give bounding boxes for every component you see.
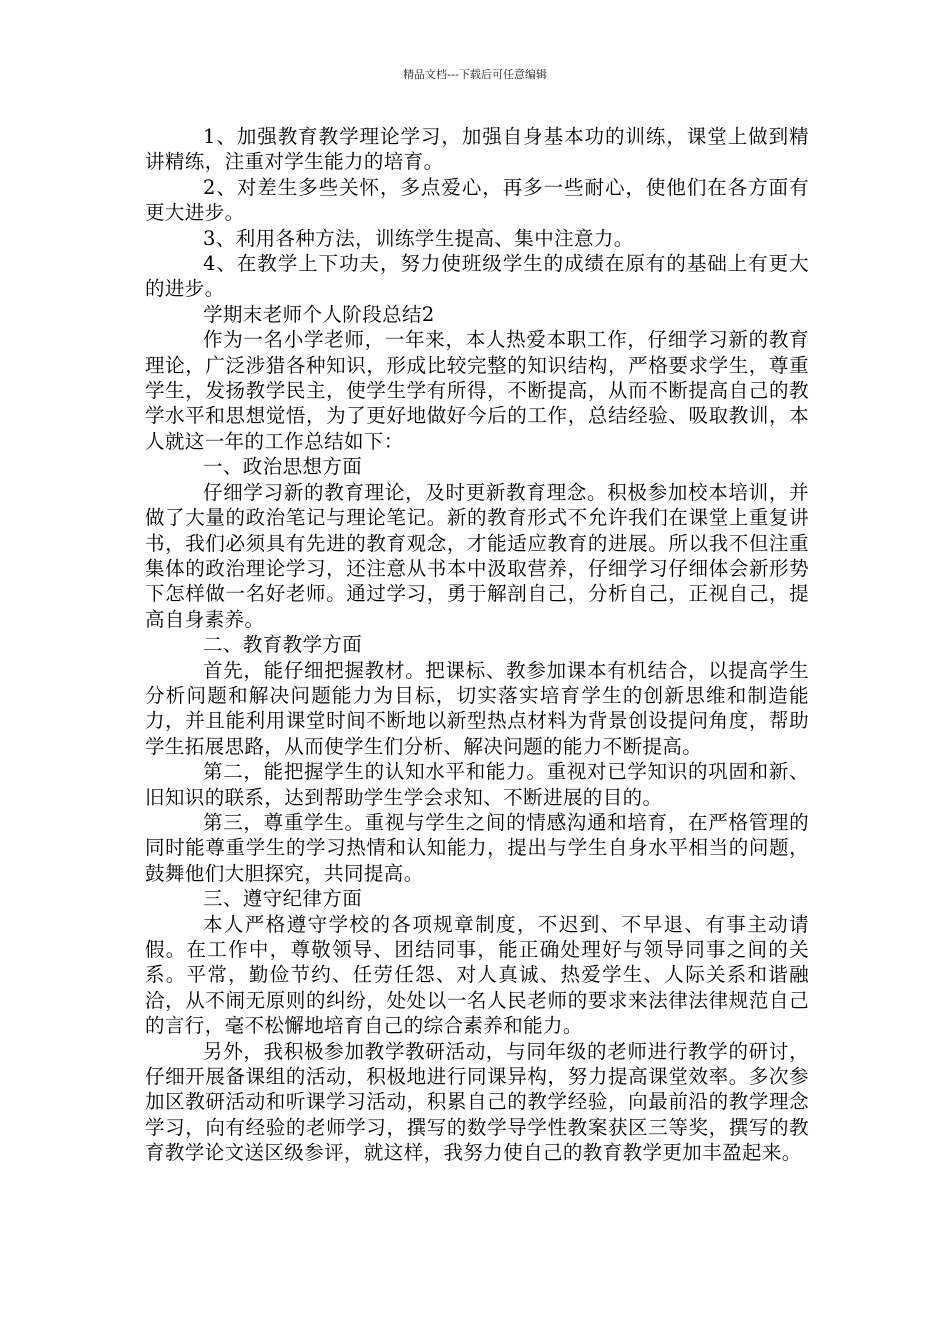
paragraph: 3、利用各种方法，训练学生提高、集中注意力。 <box>203 226 634 250</box>
paragraph: 4、在教学上下功夫，努力使班级学生的成绩在原有的基础上有更大的进步。 <box>145 252 809 301</box>
paragraph: 本人严格遵守学校的各项规章制度，不迟到、不早退、有事主动请假。在工作中，尊敬领导、团结同事，能正确处理好与领导同事之间的关系。平常，勤俭节约、任劳任怨、对人真诚、热爱学生、人际关系和谐融洽，从不闹无原则的纠纷，处处以一名人民老师的要求来法律法律规范自己的言行，毫不松懈地培育自己的综合素养和能力。 <box>145 912 809 1038</box>
paragraph: 另外，我积极参加教学教研活动，与同年级的老师进行教学的研讨，仔细开展备课组的活动，积极地进行同课异构，努力提高课堂效率。多次参加区教研活动和听课学习活动，积累自己的教学经验，向最前沿的教学理念学习，向有经验的老师学习，撰写的数学导学性教案获区三等奖，撰写的教育教学论文送区级参评，就这样，我努力使自己的教育教学更加丰盈起来。 <box>145 1039 809 1165</box>
paragraph: 1、加强教育教学理论学习，加强自身基本功的训练，课堂上做到精讲精练，注重对学生能力的培育。 <box>145 125 809 174</box>
paragraph: 首先，能仔细把握教材。把课标、教参加课本有机结合，以提高学生分析问题和解决问题能力为目标，切实落实培育学生的创新思维和制造能力，并且能利用课堂时间不断地以新型热点材料为背景创设提问角度，帮助学生拓展思路，从而使学生们分析、解决问题的能力不断提高。 <box>145 658 809 758</box>
section-heading: 三、遵守纪律方面 <box>203 887 363 911</box>
section-heading: 二、教育教学方面 <box>203 633 363 657</box>
paragraph: 第三，尊重学生。重视与学生之间的情感沟通和培育，在严格管理的同时能尊重学生的学习热情和认知能力，提出与学生自身水平相当的问题，鼓舞他们大胆探究，共同提高。 <box>145 810 809 885</box>
section-heading: 一、政治思想方面 <box>203 455 363 479</box>
document-body <box>145 124 809 1166</box>
section-title: 学期末老师个人阶段总结2 <box>203 302 435 326</box>
paragraph: 作为一名小学老师，一年来，本人热爱本职工作，仔细学习新的教育理论，广泛涉猎各种知识，形成比较完整的知识结构，严格要求学生，尊重学生，发扬教学民主，使学生学有所得，不断提高，从而不断提高自己的教学水平和思想觉悟，为了更好地做好今后的工作，总结经验、吸取教训，本人就这一年的工作总结如下： <box>145 328 809 453</box>
paragraph: 仔细学习新的教育理论，及时更新教育理念。积极参加校本培训，并做了大量的政治笔记与理论笔记。新的教育形式不允许我们在课堂上重复讲书，我们必须具有先进的教育观念，才能适应教育的进展。所以我不但注重集体的政治理论学习，还注意从书本中汲取营养，仔细学习仔细体会新形势下怎样做一名好老师。通过学习，勇于解剖自己，分析自己，正视自己，提高自身素养。 <box>145 480 809 631</box>
paragraph: 第二，能把握学生的认知水平和能力。重视对已学知识的巩固和新、旧知识的联系，达到帮助学生学会求知、不断进展的目的。 <box>145 760 809 809</box>
page-header: 精品文档---下载后可任意编辑 <box>403 68 547 81</box>
paragraph: 2、对差生多些关怀，多点爱心，再多一些耐心，使他们在各方面有更大进步。 <box>145 175 809 225</box>
